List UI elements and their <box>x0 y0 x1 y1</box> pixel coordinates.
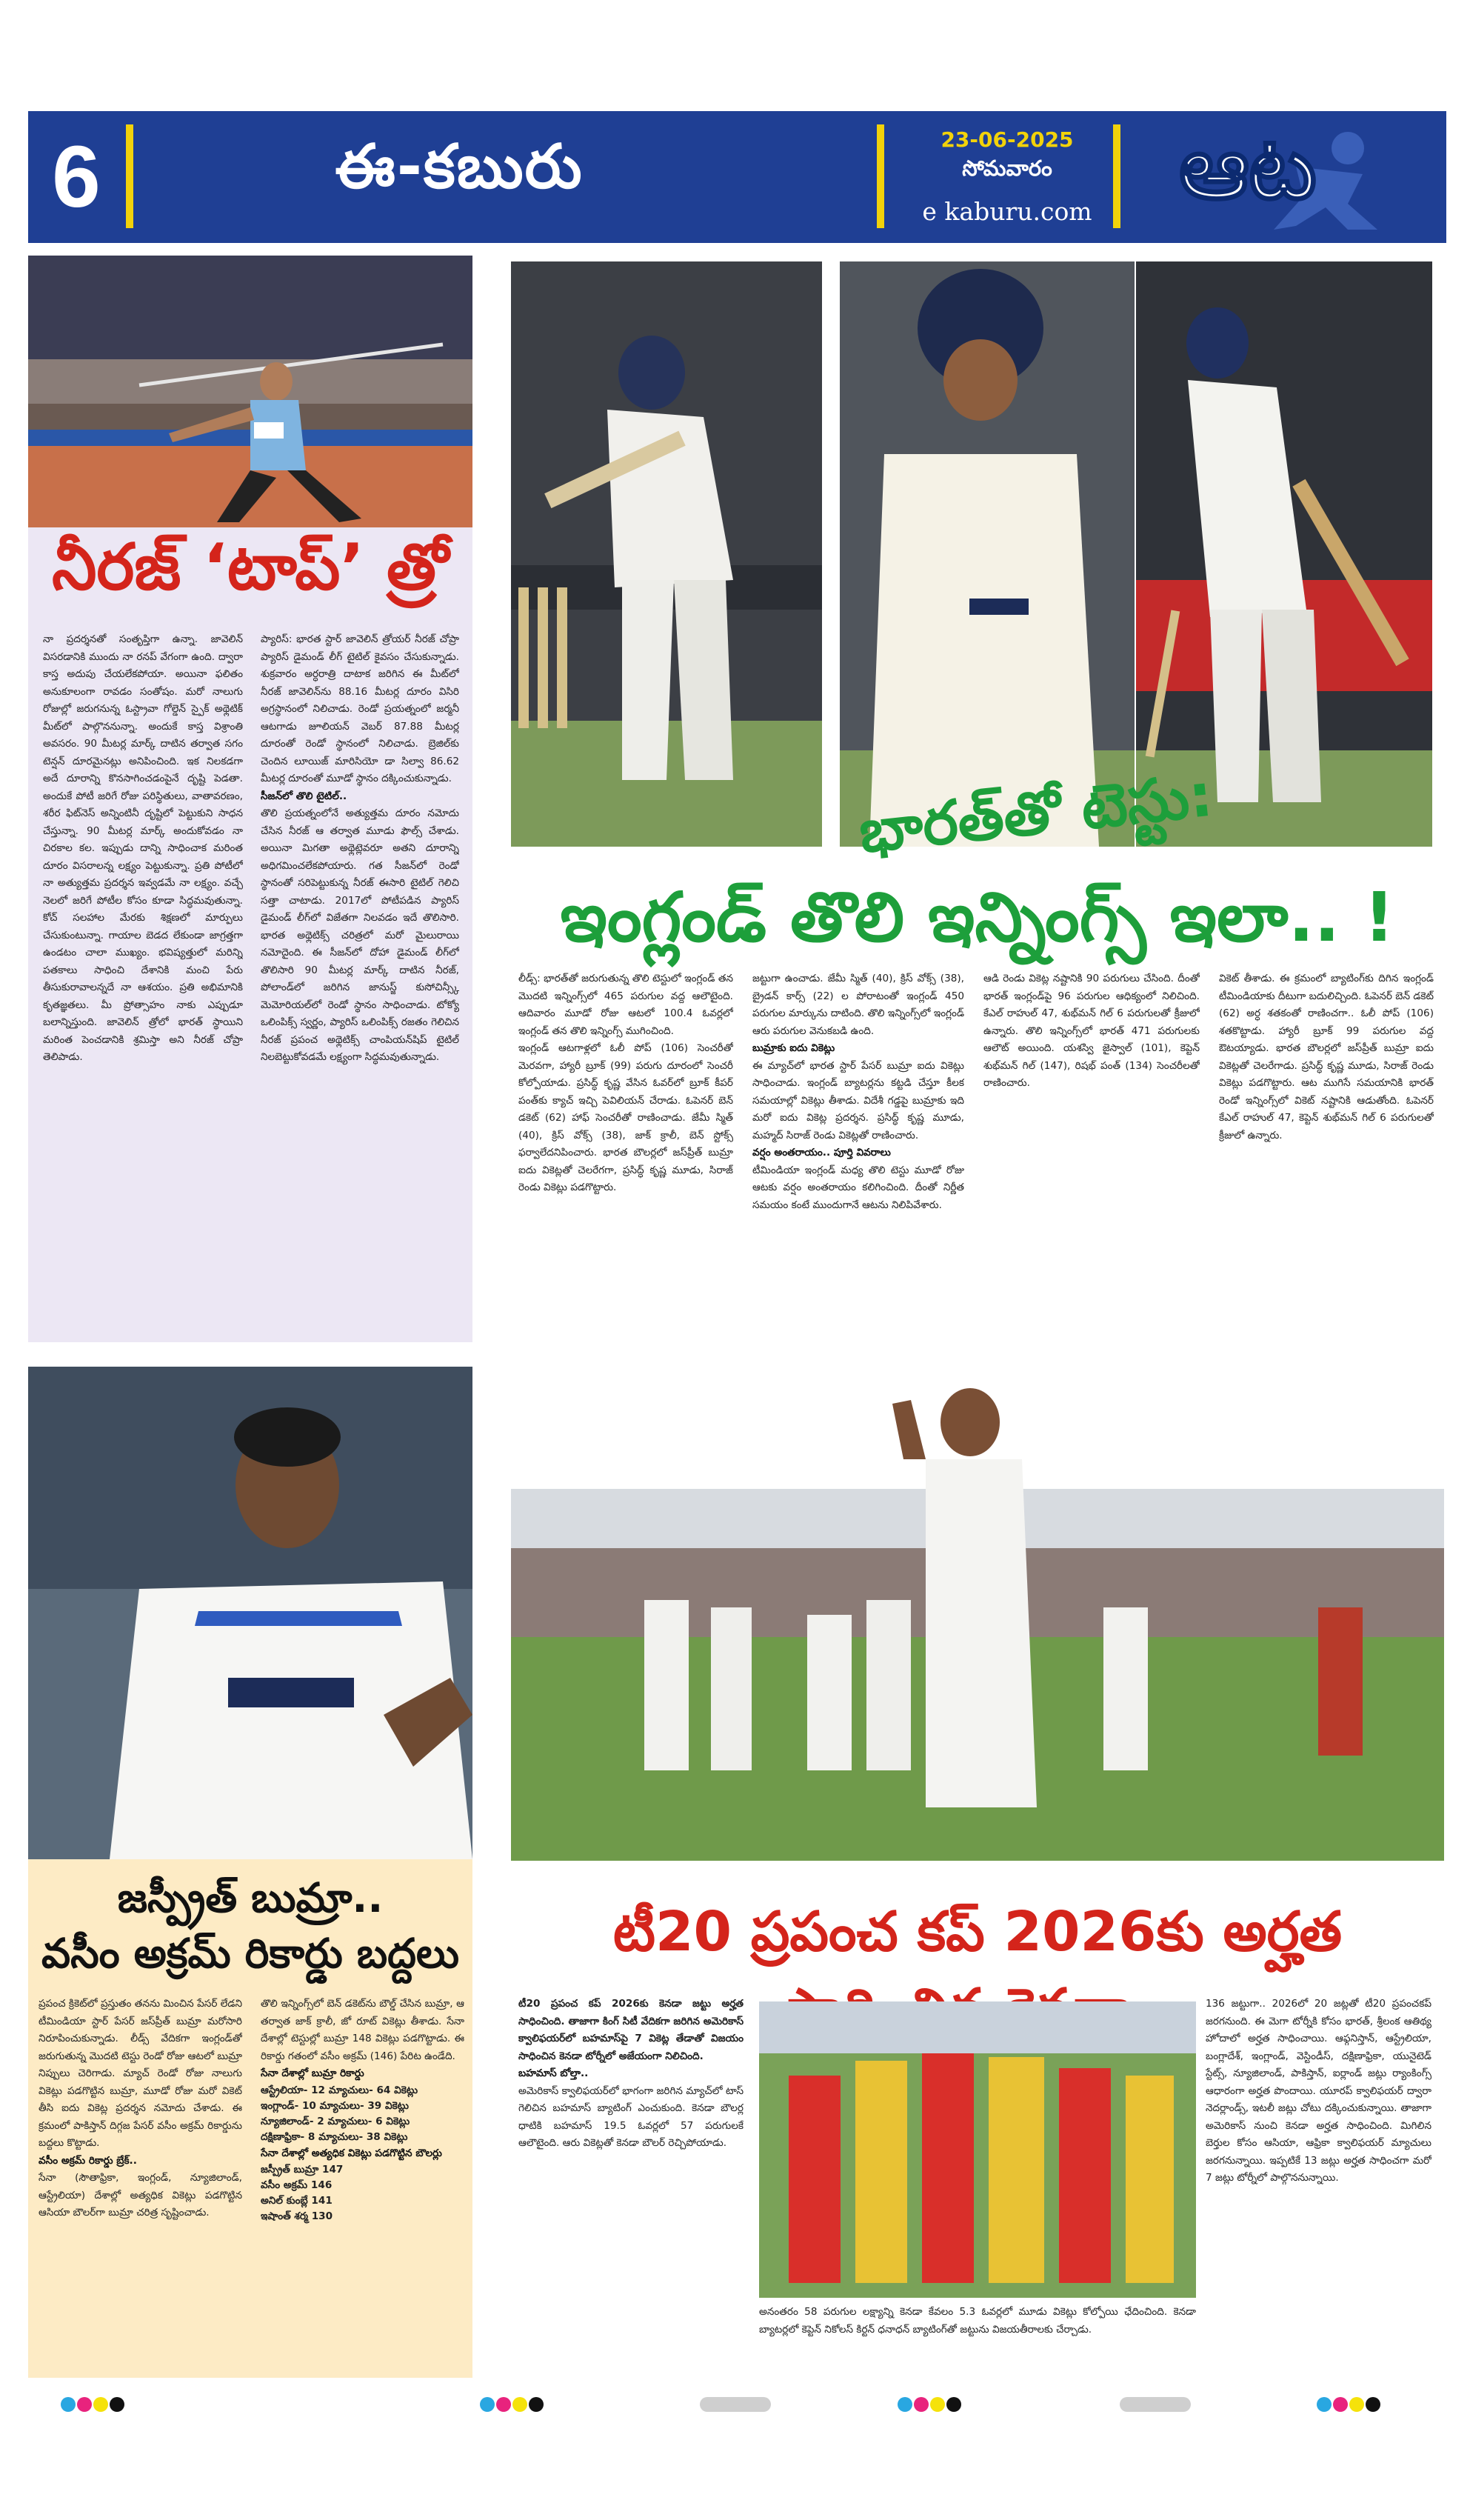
issue-date: 23-06-2025 <box>941 127 1074 152</box>
test-column-3 <box>983 970 1200 1341</box>
section-title: ఆట <box>1179 116 1317 219</box>
bumrah-column-1 <box>39 1996 242 2366</box>
bumrah-body-1: ప్రపంచ క్రికెట్‌లో ప్రస్తుతం తనను మించిన పేసర్ లేడని టీమిండియా స్టార్ పేసర్ జస్‌ప్రీత్ బుమ్రా మరోసారి నిరూపించుకున్నాడు. లీడ్స్ వేదికగా ఇంగ్లండ్‌తో జరుగుతున్న మొదటి టెస్టు రెండో రోజు ఆటలో బుమ్రా నిప్పులు చెరిగాడు. మ్యాచ్ రెండో రోజు నాలుగు వికెట్లు పడగొట్టిన బుమ్రా, మూడో రోజు మరో వికెట్ తీసి ఐదు వికెట్ల ప్రదర్శన నమోదు చేశాడు. ఈ క్రమంలో పాకిస్తాన్ దిగ్గజ పేసర్ వసీం అక్రమ్ రికార్డును బద్దలు కొట్టాడు. <box>39 1998 242 2149</box>
jaiswal-photo <box>840 261 1135 847</box>
team-walkoff-photo <box>511 1333 1444 1861</box>
test-column-4 <box>1219 970 1434 1341</box>
neeraj-body-2b: తొలి ప్రయత్నంలోనే అత్యుత్తమ దూరం నమోదు చేసిన నీరజ్ ఆ తర్వాత మూడు ఫౌల్స్ చేశాడు. అయినా మిగతా అథ్లెట్లెవరూ అతని దూరాన్ని అధిగమించలేకపోయారు. గత సీజన్‌లో రెండో స్థానంతో సరిపెట్టుకున్న నీరజ్ ఈసారి టైటిల్ గెలిచి సత్తా చాటాడు. 2017లో పోటీపడిన ప్యారిస్ డైమండ్ లీగ్‌లో విజేతగా నిలవడం ఇదే తొలిసారి. భారత అథ్లెటిక్స్ చరిత్రలో మరో మైలురాయి నమోదైంది. ఈ సీజన్‌లో దోహా డైమండ్ లీగ్‌లో తొలిసారి 90 మీటర్ల మార్క్ దాటిన నీరజ్, పోలాండ్‌లో జరిగిన జానుస్జ్ కుసోచిన్స్కీ మెమోరియల్‌లో రెండో స్థానం సాధించాడు. టోక్యో ఒలింపిక్స్ స్వర్ణం, ప్యారిస్ ఒలింపిక్స్ రజతం గెలిచిన నీరజ్ ప్రపంచ అథ్లెటిక్స్ చాంపియన్‌షిప్ టైటిల్ నిలబెట్టుకోవడమే లక్ష్యంగా సిద్ధమవుతున్నాడు. <box>261 807 459 1063</box>
test-body-2c: టీమిండియా ఇంగ్లండ్ మధ్య తొలి టెస్టు మూడో రోజు ఆటకు వర్షం అంతరాయం కలిగించింది. దీంతో నిర్ణీత సమయం కంటే ముందుగానే ఆటను నిలిపివేశారు. <box>752 1164 964 1211</box>
color-registration-marks <box>61 2397 126 2412</box>
bumrah-stats-title-2: సేనా దేశాల్లో అత్యధిక వికెట్లు పడగొట్టిన బౌలర్లు <box>261 2147 442 2159</box>
test-column-1 <box>518 970 733 1341</box>
issue-weekday: సోమవారం <box>962 156 1052 181</box>
yellow-divider <box>877 124 884 228</box>
test-body-2b: ఈ మ్యాచ్‌లో భారత స్టార్ పేసర్ బుమ్రా ఐదు వికెట్లు సాధించాడు. ఇంగ్లండ్ బ్యాటర్లను కట్టడి చేస్తూ కీలక సమయాల్లో వికెట్లు తీశాడు. విదేశీ గడ్డపై బుమ్రాకు ఇది మరో ఐదు వికెట్ల ప్రదర్శన. ప్రసిద్ధ్ కృష్ణ మూడు, మహ్మద్ సిరాజ్ రెండు వికెట్లతో రాణించారు. <box>752 1059 964 1141</box>
neeraj-javelin-photo <box>28 256 472 527</box>
yellow-divider <box>126 124 133 228</box>
test-column-2 <box>752 970 964 1341</box>
bumrah-stat-row: ఆస్ట్రేలియా- 12 మ్యాచులు- 64 వికెట్లు <box>261 2084 418 2096</box>
bumrah-stat-row: న్యూజిలాండ్- 2 మ్యాచులు- 6 వికెట్లు <box>261 2115 410 2127</box>
bumrah-headline-1: జస్ప్రీత్ బుమ్రా.. <box>117 1874 384 1921</box>
canada-lead: టీ20 ప్రపంచ కప్ 2026కు కెనడా జట్టు అర్హత సాధించింది. తాజాగా కింగ్ సిటీ వేదికగా జరిగిన అమెరికాస్ క్వాలిఫయర్‌లో బహమాస్‌పై 7 వికెట్ల తేడాతో విజయం సాధించిన కెనడా టోర్నీలో అజేయంగా నిలిచింది. <box>518 1998 744 2062</box>
bumrah-body-1b: సేనా (సౌతాఫ్రికా, ఇంగ్లండ్, న్యూజిలాండ్, ఆస్ట్రేలియా) దేశాల్లో అత్యధిక వికెట్లు పడగొట్టిన ఆసియా బౌలర్‌గా బుమ్రా చరిత్ర సృష్టించాడు. <box>39 2172 242 2219</box>
test-lead: లీడ్స్: భారత్‌తో జరుగుతున్న తొలి టెస్టులో ఇంగ్లండ్ తన మొదటి ఇన్నింగ్స్‌లో 465 పరుగుల వద్ద ఆలౌటైంది. ఆదివారం మూడో రోజు ఆటలో 100.4 ఓవర్లలో ఇంగ్లండ్ తన తొలి ఇన్నింగ్స్ ముగించింది. <box>518 973 733 1037</box>
neeraj-column-2 <box>261 631 459 1327</box>
neeraj-column-1 <box>43 631 243 1327</box>
canada-team-photo <box>759 2001 1196 2298</box>
yellow-divider <box>1113 124 1120 228</box>
bumrah-column-2 <box>261 1996 464 2366</box>
test-kicker: భారత్‌తో టెస్టు: <box>855 760 1216 867</box>
test-body-4: వికెట్ తీశాడు. ఈ క్రమంలో బ్యాటింగ్‌కు దిగిన ఇంగ్లండ్ టీమిండియాకు దీటుగా బదులిచ్చింది. ఓపెనర్ బెన్ డకెట్ (62) అర్ధ శతకంతో రాణించగా.. ఓలీ పోప్ (106) శతకొట్టాడు. హ్యారీ బ్రూక్ 99 పరుగుల వద్ద ఔటయ్యాడు. భారత బౌలర్లలో జస్‌ప్రీత్ బుమ్రా ఐదు వికెట్లతో చెలరేగాడు. ప్రసిద్ధ్ కృష్ణ మూడు, సిరాజ్ రెండు వికెట్లు పడగొట్టారు. ఆట ముగిసే సమయానికి భారత్ రెండో ఇన్నింగ్స్‌లో వికెట్ నష్టానికి ఆడుతోంది. ఓపెనర్ కేఎల్ రాహుల్ 47, కెప్టెన్ శుభ్‌మన్ గిల్ 6 పరుగులతో క్రీజులో ఉన్నారు. <box>1219 973 1434 1141</box>
color-registration-marks <box>898 2397 963 2412</box>
neeraj-subhead: సీజన్‌లో తొలి టైటిల్.. <box>261 790 347 802</box>
canada-column-2 <box>759 2304 1196 2385</box>
india-batter-photo <box>511 261 822 847</box>
color-registration-marks <box>1317 2397 1382 2412</box>
bowler-stat-row: జస్ప్రీత్ బుమ్రా 147 <box>261 2164 344 2176</box>
canada-headline: టీ20 ప్రపంచ కప్ 2026కు అర్హత <box>612 1900 1343 1964</box>
neeraj-body-2a: ప్యారిస్: భారత స్టార్ జావెలిన్ త్రోయర్ నీరజ్ చోప్రా ప్యారిస్ డైమండ్ లీగ్ టైటిల్ కైవసం చేసుకున్నాడు. శుక్రవారం అర్ధరాత్రి దాటాక జరిగిన ఈ మీట్‌లో నీరజ్ జావెలిన్‌ను 88.16 మీటర్ల దూరం విసిరి అగ్రస్థానంలో నిలిచాడు. రెండో ప్రయత్నంలో జర్మనీ ఆటగాడు జూలియన్ వెబర్ 87.88 మీటర్ల దూరంతో రెండో స్థానంలో నిలిచాడు. బ్రెజిల్‌కు చెందిన లూయిజ్ మారిసియో డా సిల్వా 86.62 మీటర్ల దూరంతో మూడో స్థానం దక్కించుకున్నాడు. <box>261 633 459 784</box>
page-number: 6 <box>52 128 101 226</box>
canada-subhead: బహమాస్ బోల్తా.. <box>518 2067 589 2079</box>
bumrah-body-2: తొలి ఇన్నింగ్స్‌లో బెన్ డకెట్‌ను బౌల్డ్ చేసిన బుమ్రా, ఆ తర్వాత జాక్ క్రాలీ, జో రూట్ వికెట్లు తీశాడు. సేనా దేశాల్లో టెస్టుల్లో బుమ్రా 148 వికెట్లు పడగొట్టాడు. ఈ రికార్డు గతంలో వసీం అక్రమ్ (146) పేరిట ఉండేది. <box>261 1998 464 2062</box>
grey-registration-bar <box>700 2397 771 2412</box>
color-registration-marks <box>480 2397 545 2412</box>
test-headline: ఇంగ్లండ్ తొలి ఇన్నింగ్స్ ఇలా.. ! <box>560 878 1395 957</box>
bumrah-stat-row: ఇంగ్లాండ్- 10 మ్యాచులు- 39 వికెట్లు <box>261 2099 409 2112</box>
canada-column-4 <box>1206 1996 1431 2381</box>
bumrah-subhead: వసీం అక్రమ్ రికార్డు బ్రేక్.. <box>39 2154 137 2167</box>
website-link[interactable]: e kaburu.com <box>922 197 1092 226</box>
neeraj-headline: నీరజ్ ‘టాప్’ త్రో <box>52 530 449 604</box>
grey-registration-bar <box>1120 2397 1191 2412</box>
bowler-stat-row: వసీం అక్రమ్ 146 <box>261 2179 333 2191</box>
bumrah-stats-title-1: సేనా దేశాల్లో బుమ్రా రికార్డు <box>261 2067 364 2079</box>
canada-column-1 <box>518 1996 744 2381</box>
test-body-1: ఇంగ్లండ్ ఆటగాళ్లలో ఓలీ పోప్ (106) సెంచరీతో మెరవగా, హ్యారీ బ్రూక్ (99) పరుగు దూరంలో సెంచరీ కోల్పోయాడు. ప్రసిద్ధ్ కృష్ణ వేసిన ఓవర్‌లో బ్రూక్ కీపర్ పంత్‌కు క్యాచ్ ఇచ్చి పెవిలియన్ చేరాడు. ఓపెనర్ బెన్ డకెట్ (62) హాఫ్ సెంచరీతో రాణించాడు. జేమీ స్మిత్ (40), క్రిస్ వోక్స్ (38), జాక్ క్రాలీ, బెన్ స్టోక్స్ ఫర్వాలేదనిపించారు. భారత బౌలర్లలో జస్‌ప్రీత్ బుమ్రా ఐదు వికెట్లతో చెలరేగగా, ప్రసిద్ధ్ కృష్ణ మూడు, సిరాజ్ రెండు వికెట్లు పడగొట్టారు. <box>518 1042 733 1193</box>
bumrah-stat-row: దక్షిణాఫ్రికా- 8 మ్యాచులు- 38 వికెట్లు <box>261 2130 408 2143</box>
test-body-2: జట్టుగా ఉంచాడు. జేమీ స్మిత్ (40), క్రిస్ వోక్స్ (38), బ్రైడన్ కార్స్ (22) ల పోరాటంతో ఇంగ్లండ్ 450 పరుగుల మార్కును దాటింది. తొలి ఇన్నింగ్స్‌లో ఇంగ్లండ్ ఆరు పరుగుల వెనుకబడి ఉంది. <box>752 973 964 1037</box>
neeraj-body-1: నా ప్రదర్శనతో సంతృప్తిగా ఉన్నా. జావెలిన్ విసరడానికి ముందు నా రనప్ వేగంగా ఉంది. ద్వారా కాస్త అదుపు చేయలేకపోయా. అయినా ఫలితం అనుకూలంగా రావడం సంతోషం. మరో నాలుగు రోజుల్లో జరుగనున్న ఓస్ట్రావా గోల్డెన్ స్పైక్ అథ్లెటిక్ మీట్‌లో పాల్గొననున్నా. అందుకే కాస్త విశ్రాంతి అవసరం. 90 మీటర్ల మార్క్ దాటిన తర్వాత సగం టెన్షన్ దూరమైనట్లు అనిపించింది. ఇక నిలకడగా అదే దూరాన్ని కొనసాగించడంపైనే దృష్టి పెడతా. అందుకే పోటీ జరిగే రోజు పరిస్థితులు, వాతావరణం, శరీర ఫిట్‌నెస్ అన్నింటినీ దృష్టిలో పెట్టుకుని సాధన చేస్తున్నా. 90 మీటర్ల మార్క్ అందుకోవడం నా చిరకాల కల. ఇప్పుడు దాన్ని సాధించాక మరింత దూరం విసరాలన్న లక్ష్యం పెట్టుకున్నా. ప్రతి పోటీలో నా అత్యుత్తమ ప్రదర్శన ఇవ్వడమే నా లక్ష్యం. వచ్చే నెలలో జరిగే పోటీల కోసం కూడా సిద్ధమవుతున్నా. కోచ్ సలహాల మేరకు శిక్షణలో మార్పులు చేసుకుంటున్నా. గాయాల బెడద లేకుండా జాగ్రత్తగా ఉండటం చాలా ముఖ్యం. భవిష్యత్తులో మరిన్ని పతకాలు సాధించి దేశానికి మంచి పేరు తీసుకురావాలన్నదే నా ఆశయం. ప్రతి అభిమానికి కృతజ్ఞతలు. మీ ప్రోత్సాహం నాకు ఎప్పుడూ బలాన్నిస్తుంది. జావెలిన్ త్రోలో భారత్ స్థాయిని మరింత పెంచడానికి శ్రమిస్తా అని నీరజ్ చోప్రా తెలిపాడు. <box>43 633 243 1063</box>
test-body-3: ఆడి రెండు వికెట్ల నష్టానికి 90 పరుగులు చేసింది. దీంతో భారత్ ఇంగ్లండ్‌పై 96 పరుగుల ఆధిక్యంలో నిలిచింది. కేఎల్ రాహుల్ 47, శుభ్‌మన్ గిల్ 6 పరుగులతో క్రీజులో ఉన్నారు. తొలి ఇన్నింగ్స్‌లో భారత్ 471 పరుగులకు ఆలౌట్ అయింది. యశస్వి జైస్వాల్ (101), కెప్టెన్ శుభ్‌మన్ గిల్ (147), రిషభ్ పంత్ (134) సెంచరీలతో రాణించారు. <box>983 973 1200 1089</box>
bumrah-headline-2: వసీం అక్రమ్ రికార్డు బద్దలు <box>41 1930 459 1977</box>
bowler-stat-row: ఇషాంత్ శర్మ 130 <box>261 2210 333 2222</box>
brand-title: ఈ-కబురు <box>335 131 584 202</box>
test-subhead-2: వర్షం అంతరాయం.. పూర్తి వివరాలు <box>752 1147 891 1159</box>
canada-body-4: 136 జట్టుగా.. 2026లో 20 జట్లతో టీ20 ప్రపంచకప్ జరగనుంది. ఈ మెగా టోర్నీకి కోసం భారత్, శ్రీలంక ఆతిథ్య హోదాలో అర్హత సాధించాయి. ఆఫ్గనిస్తాన్, ఆస్ట్రేలియా, బంగ్లాదేశ్, ఇంగ్లాండ్, వెస్టిండీస్, దక్షిణాఫ్రికా, యునైటెడ్ స్టేట్స్, న్యూజిలాండ్, పాకిస్తాన్, ఐర్లాండ్ జట్లు ర్యాంకింగ్స్ ఆధారంగా అర్హత పొందాయి. యూరప్ క్వాలిఫయర్ ద్వారా నెదర్లాండ్స్, ఇటలీ జట్లు చోటు దక్కించుకున్నాయి. తాజాగా అమెరికాస్ నుంచి కెనడా అర్హత సాధించింది. మిగిలిన బెర్తుల కోసం ఆసియా, ఆఫ్రికా క్వాలిఫయర్ మ్యాచులు జరగనున్నాయి. ఇప్పటికే 13 జట్లు అర్హత సాధించగా మరో 7 జట్లు టోర్నీలో పాల్గొననున్నాయి. <box>1206 1998 1431 2184</box>
canada-body-2: అనంతరం 58 పరుగుల లక్ష్యాన్ని కెనడా కేవలం 5.3 ఓవర్లలో మూడు వికెట్లు కోల్పోయి ఛేదించింది. కెనడా బ్యాటర్లలో కెప్టెన్ నికోలస్ కిర్టన్ ధనాధన్ బ్యాటింగ్‌తో జట్టును విజయతీరాలకు చేర్చాడు. <box>759 2306 1196 2336</box>
bowler-stat-row: అనిల్ కుంబ్లే 141 <box>261 2195 333 2207</box>
canada-body-1: అమెరికాస్ క్వాలిఫయర్‌లో భాగంగా జరిగిన మ్యాచ్‌లో టాస్ గెలిచిన బహమాస్ బ్యాటింగ్ ఎంచుకుంది. కెనడా బౌలర్ల ధాటికి బహమాస్ 19.5 ఓవర్లలో 57 పరుగులకే ఆలౌటైంది. ఆరు వికెట్లతో కెనడా బౌలర్ రెచ్చిపోయాడు. <box>518 2084 744 2149</box>
bumrah-portrait-photo <box>28 1367 472 1859</box>
test-subhead-1: బుమ్రాకు ఐదు వికెట్లు <box>752 1042 835 1054</box>
